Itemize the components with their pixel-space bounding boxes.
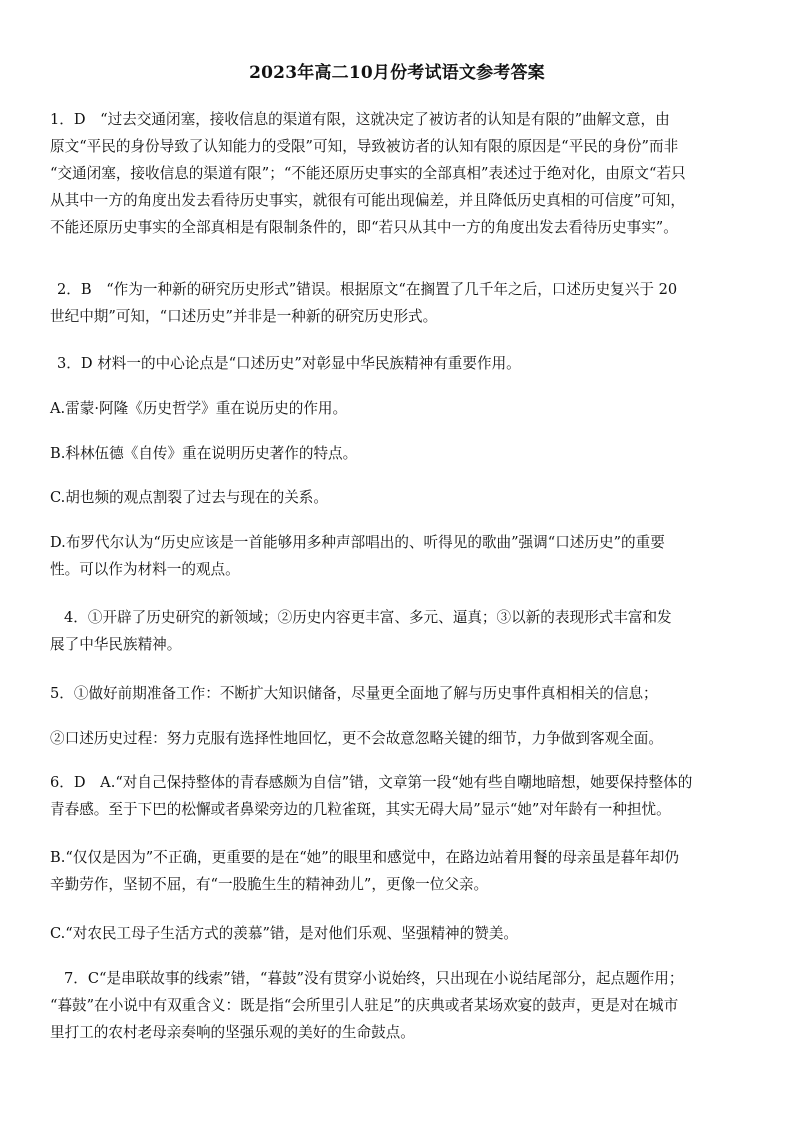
option-6c xyxy=(50,920,518,947)
answer-line: 6．D A.“对自己保持整体的青春感颇为自信”错，文章第一段“她有些自嘲地暗想，她要保持整体的 xyxy=(50,774,693,791)
answer-line: ②口述历史过程：努力克服有选择性地回忆，更不会故意忽略关键的细节，力争做到客观全面。 xyxy=(50,730,663,747)
answer-line: 5．①做好前期准备工作：不断扩大知识储备，尽量更全面地了解与历史事件真相相关的信息； xyxy=(50,685,658,702)
option-3a xyxy=(50,395,347,422)
answer-line: “暮鼓”在小说中有双重含义：既是指“会所里引人驻足”的庆典或者某场欢宴的鼓声，更是对在城市 xyxy=(50,997,679,1014)
answer-line: 不能还原历史事实的全部真相是有限制条件的，即“若只从其中一方的角度出发去看待历史事实”。 xyxy=(50,219,678,236)
answer-line: 原文“平民的身份导致了认知能力的受限”可知，导致被访者的认知有限的原因是“平民的身份”而非 xyxy=(50,138,679,155)
answer-line: B.科林伍德《自传》重在说明历史著作的特点。 xyxy=(50,445,358,462)
answer-line: 世纪中期”可知，“口述历史”并非是一种新的研究历史形式。 xyxy=(50,308,438,325)
answer-line: 里打工的农村老母亲奏响的坚强乐观的美好的生命鼓点。 xyxy=(50,1024,415,1041)
answer-line: 4．①开辟了历史研究的新领域；②历史内容更丰富、多元、逼真；③以新的表现形式丰富和发 xyxy=(64,609,672,626)
answer-line: 2．B “作为一种新的研究历史形式”错误。根据原文“在搁置了几千年之后，口述历史复兴于 20 xyxy=(57,281,678,298)
answer-3 xyxy=(57,350,521,377)
answer-5-part-2 xyxy=(50,725,663,752)
option-3c xyxy=(50,484,328,511)
answer-line: 辛勤劳作，坚韧不屈，有“一股脆生生的精神劲儿”，更像一位父亲。 xyxy=(50,876,489,893)
answer-line: B.“仅仅是因为”不正确，更重要的是在“她”的眼里和感觉中，在路边站着用餐的母亲虽是暮年却仍 xyxy=(50,849,679,866)
option-3d xyxy=(50,529,665,583)
page-title: 2023年高二10月份考试语文参考答案 xyxy=(249,63,545,83)
option-6b xyxy=(50,844,679,898)
option-3b xyxy=(50,440,357,467)
answer-line: “交通闭塞，接收信息的渠道有限”；“不能还原历史事实的全部真相”表述过于绝对化，由原文“若只 xyxy=(50,165,686,182)
answer-line: C.“对农民工母子生活方式的羡慕”错，是对他们乐观、坚强精神的赞美。 xyxy=(50,925,519,942)
answer-7 xyxy=(50,965,684,1046)
answer-2 xyxy=(50,276,678,330)
answer-5 xyxy=(50,680,658,707)
answer-1 xyxy=(50,106,686,241)
answer-line: A.雷蒙·阿隆《历史哲学》重在说历史的作用。 xyxy=(50,400,348,417)
answer-line: 3．D 材料一的中心论点是“口述历史”对彰显中华民族精神有重要作用。 xyxy=(57,355,521,372)
answer-line: 青春感。至于下巴的松懈或者鼻梁旁边的几粒雀斑，其实无碍大局”显示“她”对年龄有一种担忧。 xyxy=(50,801,671,818)
answer-line: 1．D “过去交通闭塞，接收信息的渠道有限，这就决定了被访者的认知是有限的”曲解文意，由 xyxy=(50,111,670,128)
answer-line: D.布罗代尔认为“历史应该是一首能够用多种声部唱出的、听得见的歌曲”强调“口述历史”的重要 xyxy=(50,534,665,551)
answer-line: 性。可以作为材料一的观点。 xyxy=(50,561,240,578)
answer-line: 从其中一方的角度出发去看待历史事实，就很有可能出现偏差，并且降低历史真相的可信度”可知， xyxy=(50,192,685,209)
answer-line: C.胡也频的观点割裂了过去与现在的关系。 xyxy=(50,489,328,506)
answer-line: 展了中华民族精神。 xyxy=(50,636,182,653)
answer-4 xyxy=(50,604,672,658)
answer-6 xyxy=(50,769,692,823)
answer-line: 7．C“是串联故事的线索”错，“暮鼓”没有贯穿小说始终，只出现在小说结尾部分，起点题作用； xyxy=(64,970,684,987)
